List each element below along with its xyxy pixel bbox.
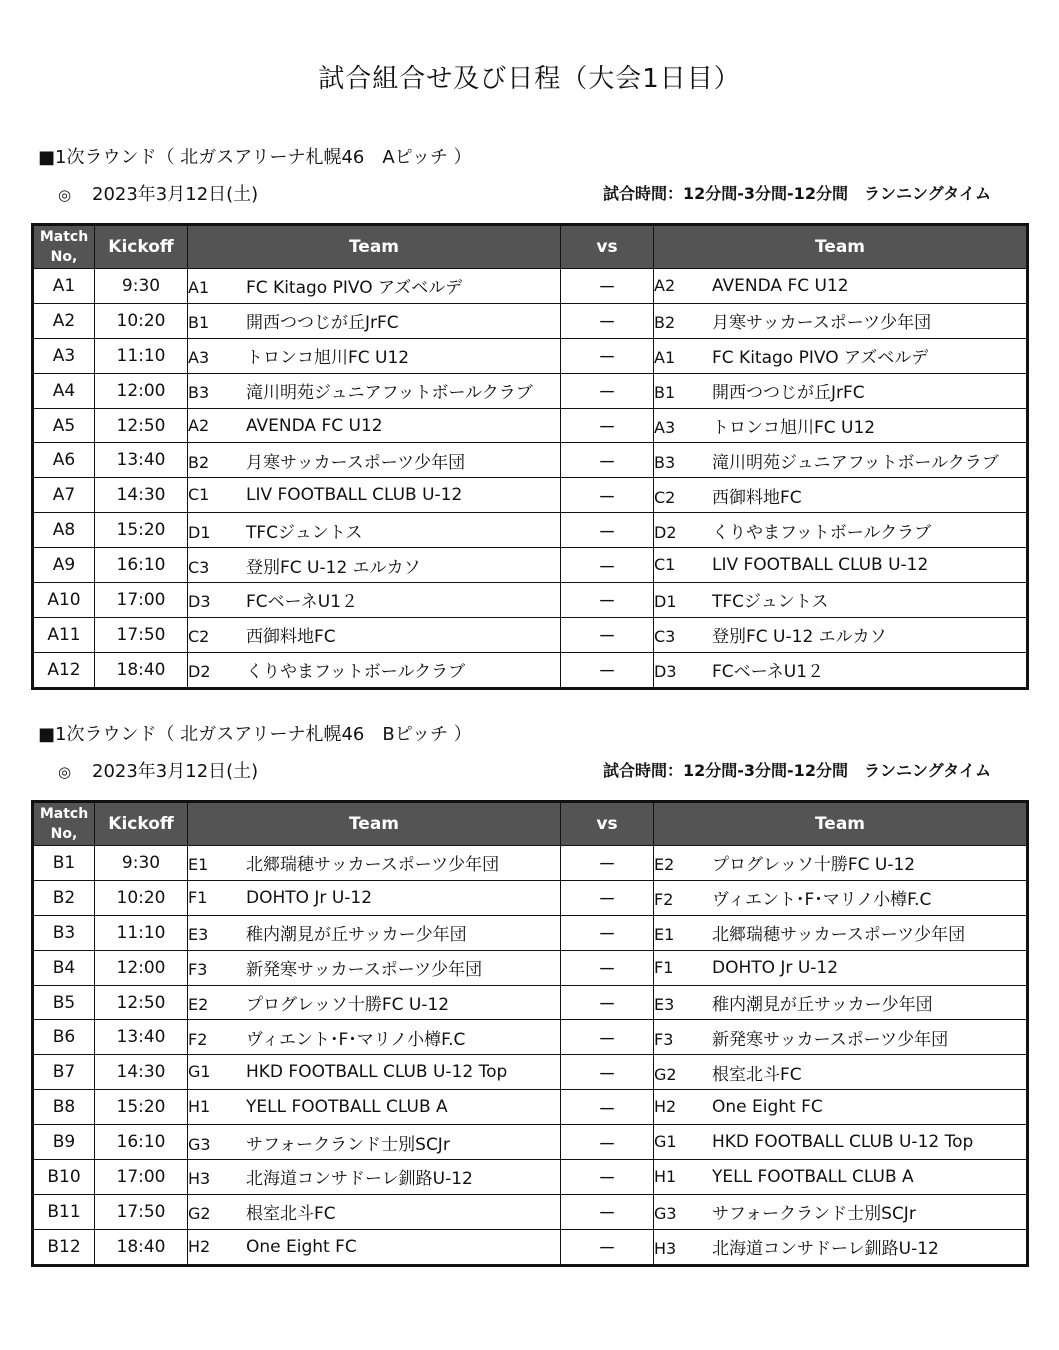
home-team-code: D1 [188,522,211,542]
away-team-cell [654,1229,1028,1265]
away-team-name: 稚内潮見が丘サッカー少年団 [712,995,933,1015]
kickoff-cell: 18:40 [95,652,188,688]
table-row [33,408,1028,443]
vs-cell: － [561,617,654,652]
home-team-cell [188,408,561,443]
home-team-cell [188,1125,561,1160]
home-team-name: プログレッソ十勝FC U-12 [246,995,450,1015]
table-row [33,1020,1028,1055]
kickoff-cell: 14:30 [95,1055,188,1090]
home-team-cell [188,513,561,548]
home-team-code: C1 [188,485,210,505]
table-row [33,880,1028,915]
home-team-cell [188,880,561,915]
match-no-cell: A4 [33,373,95,408]
away-team-name: プログレッソ十勝FC U-12 [712,855,916,876]
away-team-code: E3 [654,995,675,1014]
double-circle-icon: ◎ [58,186,72,204]
match-no-cell: A10 [33,583,95,618]
away-team-name: 新発寒サッカースポーツ少年団 [712,1029,949,1050]
home-team-name: 開西つつじが丘JrFC [246,313,399,334]
table-row [33,652,1028,688]
table-row [33,303,1028,338]
vs-cell: － [561,548,654,583]
home-team-name: 滝川明苑ジュニアフットボールクラブ [246,383,533,404]
home-team-name: トロンコ旭川FC U12 [246,348,410,369]
table-row [33,846,1028,881]
kickoff-cell: 15:20 [95,513,188,548]
vs-cell: － [561,1055,654,1090]
home-team-name: ヴィエント･F･マリノ小樽F.C [246,1029,466,1050]
vs-cell: － [561,880,654,915]
home-team-code: B1 [188,313,210,333]
table-row [33,915,1028,950]
home-team-code: H1 [188,1097,211,1117]
section-b-match-time: 試合時間：12分間-3分間-12分間 ランニングタイム [603,761,991,780]
vs-cell: － [561,269,654,304]
home-team-cell [188,269,561,304]
table-row [33,338,1028,373]
home-team-code: G2 [188,1204,211,1224]
home-team-cell [188,1090,561,1125]
match-no-cell: B1 [33,846,95,881]
away-team-code: H3 [654,1239,677,1259]
match-no-cell: B2 [33,880,95,915]
home-team-cell [188,1160,561,1195]
kickoff-cell: 12:00 [95,950,188,985]
away-team-code: B2 [654,313,676,333]
home-team-code: D2 [188,662,211,682]
home-team-code: B2 [188,452,210,472]
header-kickoff: Kickoff [95,225,188,269]
vs-cell: － [561,1160,654,1195]
match-no-cell: A11 [33,617,95,652]
vs-cell: － [561,950,654,985]
away-team-code: G1 [654,1132,677,1152]
away-team-cell [654,652,1028,688]
away-team-cell [654,303,1028,338]
home-team-name: 新発寒サッカースポーツ少年団 [246,960,483,981]
home-team-name: FCベーネU1２ [246,592,359,613]
away-team-name: 根室北斗FC [712,1064,802,1085]
away-team-code: E1 [654,925,675,945]
header-away-team: Team [654,802,1028,846]
header-vs: vs [561,802,654,846]
match-no-cell: B7 [33,1055,95,1090]
away-team-cell [654,269,1028,304]
match-no-cell: A1 [33,269,95,304]
away-team-cell [654,915,1028,950]
table-header-row [33,802,1028,846]
home-team-name: 北郷瑞穂サッカースポーツ少年団 [246,855,500,876]
kickoff-cell: 10:20 [95,303,188,338]
kickoff-cell: 13:40 [95,443,188,478]
table-row [33,443,1028,478]
match-no-cell: A6 [33,443,95,478]
away-team-cell [654,1090,1028,1125]
vs-cell: － [561,1090,654,1125]
away-team-name: 西御料地FC [712,487,802,508]
header-match-no: Match No, [33,225,95,269]
home-team-cell [188,985,561,1020]
away-team-cell [654,338,1028,373]
home-team-name: 北海道コンサドーレ釧路U-12 [246,1169,473,1190]
home-team-code: E1 [188,855,209,875]
vs-cell: － [561,846,654,881]
away-team-name: DOHTO Jr U-12 [712,957,839,978]
kickoff-cell: 13:40 [95,1020,188,1055]
match-no-cell: B10 [33,1160,95,1195]
away-team-cell [654,880,1028,915]
kickoff-cell: 17:00 [95,583,188,618]
home-team-code: A2 [188,415,210,435]
header-match-no: Match No, [33,802,95,846]
match-no-cell: A9 [33,548,95,583]
away-team-name: FC Kitago PIVO アズベルデ [712,348,929,369]
away-team-name: 開西つつじが丘JrFC [712,383,865,404]
home-team-name: AVENDA FC U12 [246,415,383,436]
away-team-code: C2 [654,487,676,507]
away-team-name: AVENDA FC U12 [712,275,849,296]
home-team-code: H2 [188,1236,211,1256]
away-team-code: D3 [654,662,677,682]
away-team-code: A1 [654,348,676,368]
away-team-cell [654,1160,1028,1195]
section-b-schedule-table [31,800,1029,1267]
table-row [33,1160,1028,1195]
section-b-date: 2023年3月12日(土) [92,761,259,782]
match-no-cell: A5 [33,408,95,443]
match-no-cell: A2 [33,303,95,338]
away-team-code: F2 [654,890,674,910]
away-team-name: トロンコ旭川FC U12 [712,418,876,438]
home-team-name: YELL FOOTBALL CLUB A [246,1097,448,1118]
away-team-code: G2 [654,1064,677,1084]
home-team-name: One Eight FC [246,1236,357,1257]
section-a-date: 2023年3月12日(土) [92,184,259,205]
home-team-code: G1 [188,1062,211,1082]
section-a-heading: ■1次ラウンド（ 北ガスアリーナ札幌46 Aピッチ ） [38,147,472,168]
kickoff-cell: 12:00 [95,373,188,408]
home-team-cell [188,1055,561,1090]
kickoff-cell: 11:10 [95,338,188,373]
section-a-date-line [58,180,258,206]
home-team-cell [188,373,561,408]
table-row [33,269,1028,304]
kickoff-cell: 11:10 [95,915,188,950]
match-no-cell: B9 [33,1125,95,1160]
home-team-cell [188,478,561,513]
home-team-cell [188,950,561,985]
section-a-match-time: 試合時間：12分間-3分間-12分間 ランニングタイム [603,184,991,203]
kickoff-cell: 17:50 [95,617,188,652]
away-team-cell [654,846,1028,881]
table-row [33,985,1028,1020]
away-team-name: 滝川明苑ジュニアフットボールクラブ [712,452,999,473]
match-no-cell: B3 [33,915,95,950]
away-team-code: B3 [654,452,676,472]
home-team-cell [188,652,561,688]
kickoff-cell: 12:50 [95,408,188,443]
vs-cell: － [561,652,654,688]
away-team-name: TFCジュントス [712,592,829,613]
home-team-code: A1 [188,278,210,298]
vs-cell: － [561,915,654,950]
home-team-code: G3 [188,1134,211,1154]
home-team-code: B3 [188,383,210,403]
vs-cell: － [561,985,654,1020]
table-row [33,1090,1028,1125]
vs-cell: － [561,1229,654,1265]
away-team-code: H1 [654,1166,677,1186]
away-team-code: B1 [654,383,676,403]
header-home-team: Team [188,225,561,269]
away-team-code: F3 [654,1029,674,1049]
home-team-name: くりやまフットボールクラブ [246,662,466,683]
away-team-cell [654,617,1028,652]
home-team-code: E3 [188,925,209,945]
header-vs: vs [561,225,654,269]
match-no-cell: B5 [33,985,95,1020]
header-home-team: Team [188,802,561,846]
away-team-code: C1 [654,555,676,575]
away-team-name: LIV FOOTBALL CLUB U-12 [712,555,929,576]
vs-cell: － [561,303,654,338]
away-team-cell [654,548,1028,583]
away-team-code: C3 [654,627,676,647]
away-team-cell [654,478,1028,513]
away-team-name: ヴィエント･F･マリノ小樽F.C [712,890,932,911]
table-row [33,1055,1028,1090]
table-row [33,1194,1028,1229]
away-team-cell [654,1125,1028,1160]
match-no-cell: A12 [33,652,95,688]
away-team-cell [654,408,1028,443]
away-team-code: H2 [654,1097,677,1117]
match-no-cell: B12 [33,1229,95,1265]
away-team-name: 登別FC U-12 エルカソ [712,627,887,648]
away-team-cell [654,1020,1028,1055]
away-team-name: 月寒サッカースポーツ少年団 [712,313,932,334]
away-team-cell [654,513,1028,548]
home-team-cell [188,443,561,478]
home-team-cell [188,846,561,881]
match-no-cell: B4 [33,950,95,985]
away-team-cell [654,443,1028,478]
away-team-cell [654,985,1028,1020]
home-team-name: 根室北斗FC [246,1204,336,1225]
home-team-name: 稚内潮見が丘サッカー少年団 [246,925,467,946]
home-team-cell [188,1194,561,1229]
away-team-cell [654,1194,1028,1229]
home-team-code: H3 [188,1169,211,1189]
match-no-cell: A7 [33,478,95,513]
kickoff-cell: 14:30 [95,478,188,513]
home-team-name: DOHTO Jr U-12 [246,887,373,908]
home-team-cell [188,338,561,373]
kickoff-cell: 16:10 [95,548,188,583]
kickoff-cell: 15:20 [95,1090,188,1125]
kickoff-cell: 18:40 [95,1229,188,1265]
away-team-cell [654,373,1028,408]
kickoff-cell: 17:00 [95,1160,188,1195]
double-circle-icon: ◎ [58,763,72,781]
table-row [33,950,1028,985]
page-title: 試合組合せ及び日程（大会1日目） [318,64,741,94]
kickoff-cell: 9:30 [95,269,188,304]
away-team-code: E2 [654,855,675,875]
away-team-name: FCベーネU1２ [712,662,825,683]
header-kickoff: Kickoff [95,802,188,846]
home-team-cell [188,583,561,618]
vs-cell: － [561,1125,654,1160]
table-row [33,1229,1028,1265]
home-team-code: A3 [188,348,210,368]
vs-cell: － [561,1194,654,1229]
home-team-cell [188,1020,561,1055]
away-team-name: サフォークランド士別SCJr [712,1204,916,1225]
away-team-code: G3 [654,1204,677,1224]
home-team-cell [188,617,561,652]
away-team-name: One Eight FC [712,1097,823,1118]
away-team-code: A3 [654,418,676,437]
home-team-code: C3 [188,557,210,577]
away-team-name: くりやまフットボールクラブ [712,522,932,543]
match-no-cell: B11 [33,1194,95,1229]
away-team-cell [654,1055,1028,1090]
home-team-code: F1 [188,887,208,907]
vs-cell: － [561,478,654,513]
section-b-heading: ■1次ラウンド（ 北ガスアリーナ札幌46 Bピッチ ） [38,724,472,745]
home-team-cell [188,915,561,950]
home-team-name: LIV FOOTBALL CLUB U-12 [246,485,463,506]
vs-cell: － [561,443,654,478]
match-no-cell: A8 [33,513,95,548]
away-team-name: 北郷瑞穂サッカースポーツ少年団 [712,925,966,946]
vs-cell: － [561,1020,654,1055]
match-no-cell: B8 [33,1090,95,1125]
table-row [33,373,1028,408]
home-team-cell [188,1229,561,1265]
vs-cell: － [561,338,654,373]
kickoff-cell: 12:50 [95,985,188,1020]
away-team-code: D2 [654,522,677,542]
away-team-code: D1 [654,592,677,612]
home-team-name: 登別FC U-12 エルカソ [246,557,421,578]
away-team-cell [654,583,1028,618]
home-team-name: 西御料地FC [246,627,336,648]
away-team-name: 北海道コンサドーレ釧路U-12 [712,1239,939,1260]
vs-cell: － [561,513,654,548]
table-row [33,583,1028,618]
vs-cell: － [561,583,654,618]
table-row [33,478,1028,513]
home-team-name: HKD FOOTBALL CLUB U-12 Top [246,1062,508,1083]
home-team-code: C2 [188,627,210,647]
home-team-cell [188,303,561,338]
kickoff-cell: 16:10 [95,1125,188,1160]
home-team-name: サフォークランド士別SCJr [246,1134,450,1155]
away-team-name: HKD FOOTBALL CLUB U-12 Top [712,1132,974,1153]
home-team-name: TFCジュントス [246,522,363,543]
kickoff-cell: 17:50 [95,1194,188,1229]
home-team-cell [188,548,561,583]
vs-cell: － [561,408,654,443]
home-team-code: E2 [188,995,209,1014]
home-team-code: F2 [188,1029,208,1049]
table-row [33,513,1028,548]
table-row [33,617,1028,652]
away-team-cell [654,950,1028,985]
match-no-cell: B6 [33,1020,95,1055]
home-team-name: FC Kitago PIVO アズベルデ [246,278,463,299]
section-b-date-line [58,757,258,783]
away-team-code: F1 [654,957,674,977]
kickoff-cell: 10:20 [95,880,188,915]
vs-cell: － [561,373,654,408]
kickoff-cell: 9:30 [95,846,188,881]
away-team-code: A2 [654,275,676,295]
match-no-cell: A3 [33,338,95,373]
home-team-name: 月寒サッカースポーツ少年団 [246,452,466,473]
table-row [33,548,1028,583]
home-team-code: F3 [188,960,208,980]
home-team-code: D3 [188,592,211,612]
away-team-name: YELL FOOTBALL CLUB A [712,1166,914,1187]
table-header-row [33,225,1028,269]
table-row [33,1125,1028,1160]
header-away-team: Team [654,225,1028,269]
section-a-schedule-table [31,223,1029,690]
